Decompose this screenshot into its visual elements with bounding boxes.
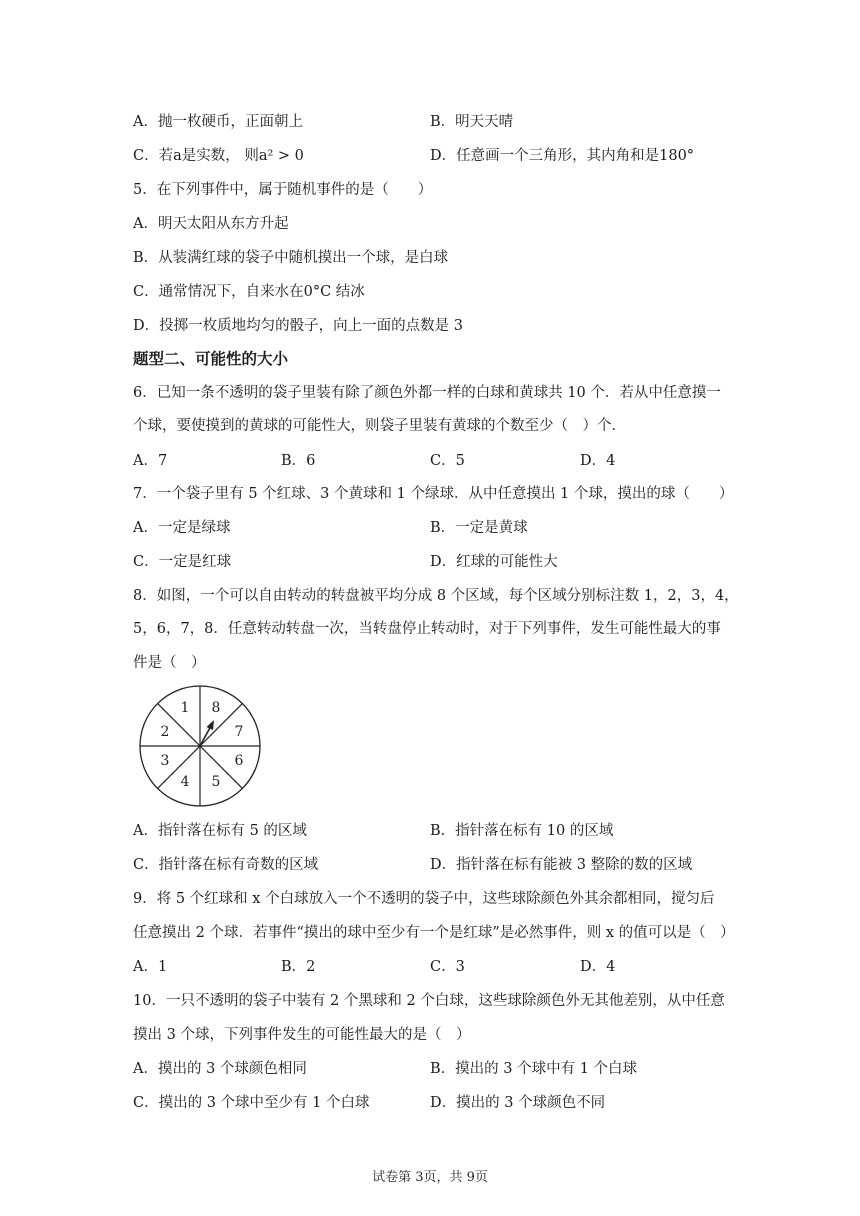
q8-stem-line2: 5，6，7，8．任意转动转盘一次，当转盘停止转动时，对于下列事件，发生可能性最大的事 bbox=[133, 621, 721, 637]
q5-option-d: D．投掷一枚质地均匀的骰子，向上一面的点数是 3 bbox=[133, 318, 463, 334]
q6-stem-line2: 个球，要使摸到的黄球的可能性大，则袋子里装有黄球的个数至少（ ）个． bbox=[133, 418, 626, 434]
q10-stem-line2: 摸出 3 个球，下列事件发生的可能性最大的是（ ） bbox=[133, 1027, 471, 1043]
q6-stem-line1: 6．已知一条不透明的袋子里装有除了颜色外都一样的白球和黄球共 10 个．若从中任意摸一 bbox=[133, 385, 721, 401]
q4-option-c: C．若a是实数， 则a² > 0 bbox=[133, 148, 304, 164]
q10-option-b: B．摸出的 3 个球中有 1 个白球 bbox=[430, 1061, 638, 1077]
q8-stem-line3: 件是（ ） bbox=[133, 655, 206, 671]
spinner-label-7: 7 bbox=[234, 724, 244, 740]
q10-stem-line1: 10．一只不透明的袋子中装有 2 个黑球和 2 个白球，这些球除颜色外无其他差别，从中任意 bbox=[133, 993, 725, 1009]
spinner-diagram bbox=[136, 684, 266, 810]
q7-option-d: D．红球的可能性大 bbox=[430, 554, 558, 570]
spinner-label-3: 3 bbox=[160, 753, 170, 769]
q7-stem: 7．一个袋子里有 5 个红球、3 个黄球和 1 个绿球．从中任意摸出 1 个球，摸出的球（ ） bbox=[133, 486, 734, 502]
q6-option-a: A．7 bbox=[133, 453, 168, 469]
q7-option-c: C．一定是红球 bbox=[133, 554, 232, 570]
spinner-pointer-arrowhead bbox=[207, 720, 215, 730]
q4-option-a: A．抛一枚硬币，正面朝上 bbox=[133, 114, 303, 130]
q9-option-a: A．1 bbox=[133, 959, 168, 975]
spinner-label-8: 8 bbox=[211, 700, 221, 716]
q9-option-c: C．3 bbox=[430, 959, 465, 975]
spinner-label-6: 6 bbox=[234, 753, 244, 769]
q10-option-c: C．摸出的 3 个球中至少有 1 个白球 bbox=[133, 1095, 370, 1111]
q6-option-d: D．4 bbox=[580, 453, 616, 469]
q9-stem-line1: 9．将 5 个红球和 x 个白球放入一个不透明的袋子中，这些球除颜色外其余都相同，搅匀后 bbox=[133, 891, 715, 907]
q8-option-a: A．指针落在标有 5 的区域 bbox=[133, 823, 307, 839]
q5-option-b: B．从装满红球的袋子中随机摸出一个球，是白球 bbox=[133, 250, 449, 266]
page-footer: 试卷第 3页，共 9页 bbox=[372, 1170, 488, 1185]
spinner-label-2: 2 bbox=[160, 724, 170, 740]
q9-stem-line2: 任意摸出 2 个球．若事件“摸出的球中至少有一个是红球”是必然事件，则 x 的值可以是（ ） bbox=[133, 925, 735, 941]
spinner-label-5: 5 bbox=[211, 774, 221, 790]
q5-option-a: A．明天太阳从东方升起 bbox=[133, 216, 289, 232]
q7-option-b: B．一定是黄球 bbox=[430, 520, 528, 536]
q6-option-b: B．6 bbox=[281, 453, 316, 469]
q8-option-b: B．指针落在标有 10 的区域 bbox=[430, 823, 614, 839]
q7-option-a: A．一定是绿球 bbox=[133, 520, 231, 536]
q4-option-b: B．明天天晴 bbox=[430, 114, 514, 130]
q6-option-c: C．5 bbox=[430, 453, 465, 469]
q10-option-a: A．摸出的 3 个球颜色相同 bbox=[133, 1061, 307, 1077]
q9-option-b: B．2 bbox=[281, 959, 316, 975]
q8-option-c: C．指针落在标有奇数的区域 bbox=[133, 857, 319, 873]
q10-option-d: D．摸出的 3 个球颜色不同 bbox=[430, 1095, 606, 1111]
section-title: 题型二、可能性的大小 bbox=[133, 350, 289, 368]
q9-option-d: D．4 bbox=[580, 959, 616, 975]
spinner-label-1: 1 bbox=[180, 700, 190, 716]
q5-option-c: C．通常情况下，自来水在0°C 结冰 bbox=[133, 284, 365, 300]
spinner-label-4: 4 bbox=[180, 774, 190, 790]
q8-stem-line1: 8．如图，一个可以自由转动的转盘被平均分成 8 个区域，每个区域分别标注数 1，2，3，4， bbox=[133, 588, 739, 604]
q8-option-d: D．指针落在标有能被 3 整除的数的区域 bbox=[430, 857, 693, 873]
q5-stem: 5．在下列事件中，属于随机事件的是（ ） bbox=[133, 182, 433, 198]
q4-option-d: D．任意画一个三角形，其内角和是180° bbox=[430, 148, 695, 164]
